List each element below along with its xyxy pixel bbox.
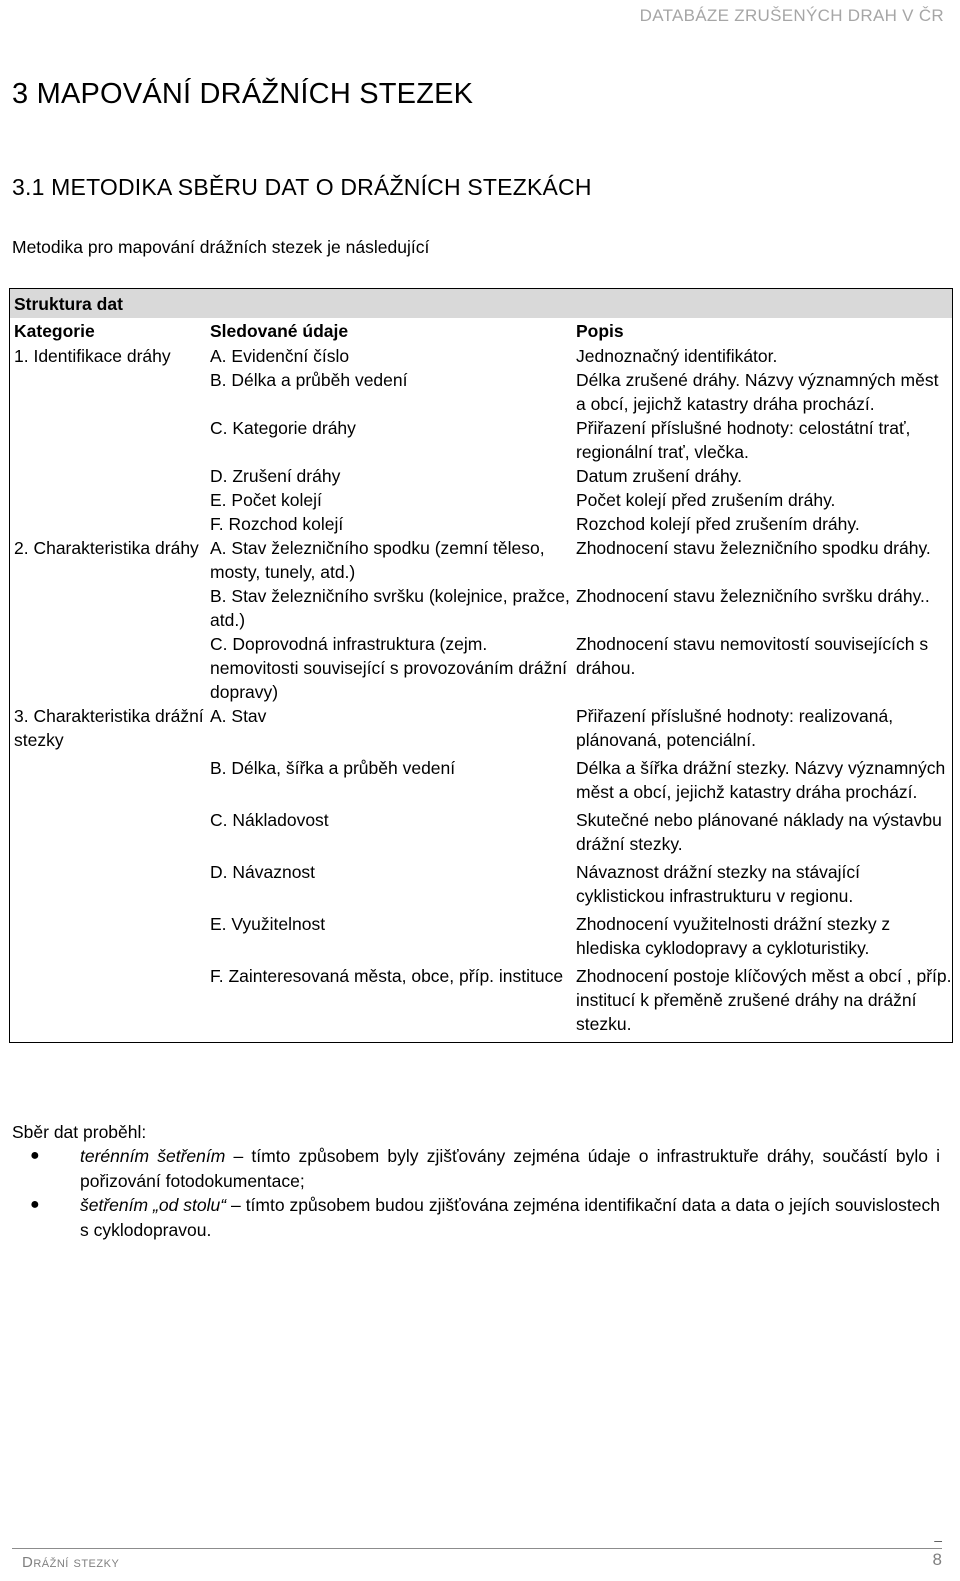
list-item [0, 1144, 940, 1193]
table-header-row [10, 318, 953, 344]
description-cell: Délka a šířka drážní stezky. Názvy významných měst a obcí, jejichž katastry dráha prochází. [572, 756, 953, 808]
description-cell: Počet kolejí před zrušením dráhy. [572, 488, 953, 512]
description-cell: Zhodnocení stavu železničního spodku dráhy. [572, 536, 953, 584]
footer-divider [12, 1548, 942, 1549]
item-cell: E. Počet kolejí [210, 490, 322, 510]
method-term: šetřením „od stolu“ [80, 1195, 227, 1215]
description-cell: Datum zrušení dráhy. [572, 464, 953, 488]
item-cell: B. Stav železničního svršku (kolejnice, pražce, atd.) [210, 586, 570, 630]
description-cell: Zhodnocení postoje klíčových měst a obcí , příp. institucí k přeměně zrušené dráhy na drážní stezku. [572, 964, 953, 1043]
method-term: terénním šetřením [80, 1146, 226, 1166]
item-cell: A. Stav [210, 706, 267, 726]
description-cell: Skutečné nebo plánované náklady na výstavbu drážní stezky. [572, 808, 953, 860]
column-header-category: Kategorie [10, 318, 207, 344]
description-cell: Rozchod kolejí před zrušením dráhy. [572, 512, 953, 536]
item-cell: D. Návaznost [210, 862, 316, 882]
collection-methods-list [0, 1144, 940, 1242]
description-cell: Přiřazení příslušné hodnoty: celostátní trať, regionální trať, vlečka. [572, 416, 953, 464]
description-cell: Délka zrušené dráhy. Názvy významných měst a obcí, jejichž katastry dráha prochází. [572, 368, 953, 416]
description-cell: Přiřazení příslušné hodnoty: realizovaná, plánovaná, potenciální. [572, 704, 953, 756]
column-header-description: Popis [572, 318, 953, 344]
item-cell: A. Evidenční číslo [210, 346, 350, 366]
item-cell: C. Doprovodná infrastruktura (zejm. nemovitosti související s provozováním drážní dopravy) [210, 634, 567, 702]
item-cell: C. Kategorie dráhy [210, 418, 356, 438]
item-cell: A. Stav železničního spodku (zemní těleso, mosty, tunely, atd.) [210, 538, 545, 582]
table-row [10, 704, 953, 756]
item-cell: C. Nákladovost [210, 810, 329, 830]
description-cell: Jednoznačný identifikátor. [572, 344, 953, 368]
description-cell: Návaznost drážní stezky na stávající cyklistickou infrastrukturu v regionu. [572, 860, 953, 912]
table-row [10, 536, 953, 584]
data-structure-table [9, 288, 953, 1043]
item-cell: F. Rozchod kolejí [210, 514, 344, 534]
description-cell: Zhodnocení stavu železničního svršku dráhy.. [572, 584, 953, 632]
item-cell: F. Zainteresovaná města, obce, příp. instituce [206, 964, 572, 1043]
item-cell: B. Délka, šířka a průběh vedení [210, 758, 456, 778]
column-header-items: Sledované údaje [210, 321, 349, 341]
item-cell: D. Zrušení dráhy [210, 466, 341, 486]
item-cell: E. Využitelnost [210, 914, 326, 934]
footer-dash: – [934, 1532, 942, 1548]
collection-intro: Sběr dat proběhl: [12, 1122, 147, 1142]
bullet-icon: ● [30, 1147, 40, 1164]
description-cell: Zhodnocení stavu nemovitostí souvisejících s dráhou. [572, 632, 953, 704]
method-text: – tímto způsobem budou zjišťována zejména identifikační data a data o jejích souvislostech s cyklodopravou. [80, 1195, 940, 1240]
chapter-heading: 3 MAPOVÁNÍ DRÁŽNÍCH STEZEK [12, 78, 474, 110]
method-text: – tímto způsobem byly zjišťovány zejména údaje o infrastruktuře dráhy, součástí bylo i pořizování fotodokumentace; [80, 1146, 941, 1191]
category-cell: 3. Charakteristika drážní stezky [10, 704, 207, 1043]
table-title: Struktura dat [10, 289, 953, 319]
category-cell: 2. Charakteristika dráhy [10, 536, 207, 704]
intro-paragraph: Metodika pro mapování drážních stezek je následující [12, 237, 430, 257]
category-cell: 1. Identifikace dráhy [10, 344, 207, 536]
table-row [10, 344, 953, 368]
description-cell: Zhodnocení využitelnosti drážní stezky z hlediska cyklodopravy a cykloturistiky. [572, 912, 953, 964]
bullet-icon: ● [30, 1196, 40, 1213]
section-heading: 3.1 METODIKA SBĚRU DAT O DRÁŽNÍCH STEZKÁCH [12, 174, 592, 200]
list-item [0, 1193, 940, 1242]
footer-label: Drážní stezky [22, 1554, 120, 1571]
item-cell: B. Délka a průběh vedení [210, 370, 408, 390]
running-header: DATABÁZE ZRUŠENÝCH DRAH V ČR [639, 6, 944, 25]
page-number: 8 [932, 1550, 942, 1569]
table-title-row [10, 289, 953, 319]
